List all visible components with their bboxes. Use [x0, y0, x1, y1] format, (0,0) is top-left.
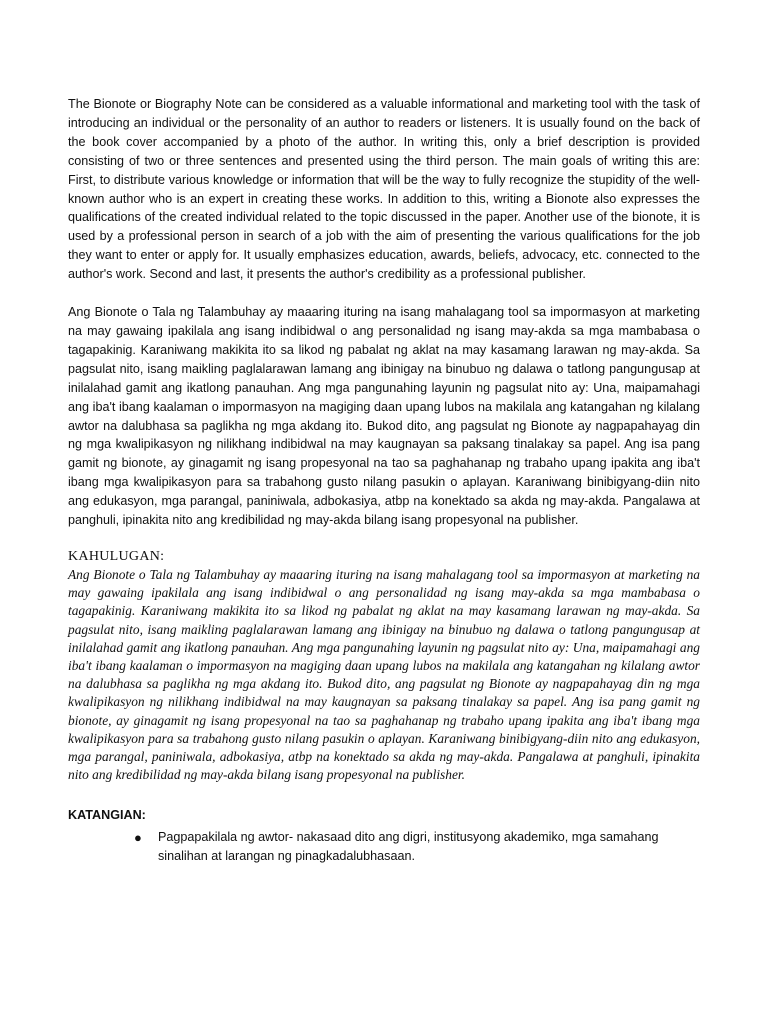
kahulugan-text: Ang Bionote o Tala ng Talambuhay ay maaaring ituring na isang mahalagang tool sa impormasyon at marketing na may gawaing ipakilala ang isang indibidwal o ang personalidad ng isang may-akda sa mga mambabasa o tagapakinig. Karaniwang makikita ito sa likod ng pabalat ng aklat na may kasamang larawan ng may-akda. Sa pagsulat nito, isang maikling paglalarawan lamang ang ibinigay na binubuo ng dalawa o tatlong pangungusap at inilalahad gamit ang ikatlong panauhan. Ang mga pangunahing layunin ng pagsulat nito ay: Una, maipamahagi ang iba't ibang kaalaman o impormasyon na magiging daan upang lubos na makilala ang katangahan ng kilalang awtor na dalubhasa sa paglikha ng mga akdang ito. Bukod dito, ang pagsulat ng Bionote ay nagpapahayag din ng mga kwalipikasyon ng nilikhang indibidwal na may kaugnayan sa paksang tinalakay sa papel. Ang isa pang gamit ng bionote, ay ginagamit ng isang propesyonal na tao sa paghahanap ng trabaho upang ipakita ang iba't ibang mga kwalipikasyon para sa trabahong gusto nilang pasukin o aplayan. Karaniwang binibigyang-diin nito ang edukasyon, mga parangal, paniniwala, adbokasiya, atbp na konektado sa akda ng may-akda. Pangalawa at panghuli, ipinakita nito ang kredibilidad ng may-akda bilang isang propesyonal na publisher. [68, 566, 700, 783]
paragraph-filipino: Ang Bionote o Tala ng Talambuhay ay maaaring ituring na isang mahalagang tool sa impormasyon at marketing na may gawaing ipakilala ang isang indibidwal o ang personalidad ng isang may-akda sa mga mambabasa o tagapakinig. Karaniwang makikita ito sa likod ng pabalat ng aklat na may kasamang larawan ng may-akda. Sa pagsulat nito, isang maikling paglalarawan lamang ang ibinigay na binubuo ng dalawa o tatlong pangungusap at inilalahad gamit ang ikatlong panauhan. Ang mga pangunahing layunin ng pagsulat nito ay: Una, maipamahagi ang iba't ibang kaalaman o impormasyon na magiging daan upang lubos na makilala ang katangahan ng kilalang awtor na dalubhasa sa paglikha ng mga akdang ito. Bukod dito, ang pagsulat ng Bionote ay nagpapahayag din ng mga kwalipikasyon ng nilikhang indibidwal na may kaugnayan sa paksang tinalakay sa papel. Ang isa pang gamit ng bionote, ay ginagamit ng isang propesyonal na tao sa paghahanap ng trabaho upang ipakita ang iba't ibang mga kwalipikasyon para sa trabahong gusto nilang pasukin o aplayan. Karaniwang binibigyang-diin nito ang edukasyon, mga parangal, paniniwala, adbokasiya, atbp na konektado sa akda ng may-akda. Pangalawa at panghuli, ipinakita nito ang kredibilidad ng may-akda bilang isang propesyonal na publisher. [68, 305, 700, 528]
bullet-icon: ● [134, 830, 142, 846]
document-page [68, 95, 700, 866]
list-item-text: Pagpapakilala ng awtor- nakasaad dito ang digri, institusyong akademiko, mga samahang sinalihan at larangan ng pinagkadalubhasaan. [158, 830, 659, 864]
kahulugan-heading: KAHULUGAN: [68, 548, 165, 564]
paragraph-english: The Bionote or Biography Note can be considered as a valuable informational and marketing tool with the task of introducing an individual or the personality of an author to readers or listeners. It is usually found on the back of the book cover accompanied by a photo of the author. In writing this, only a brief description is provided consisting of two or three sentences and presented using the third person. The main goals of writing this are: First, to distribute various knowledge or information that will be the way to fully recognize the stupidity of the well-known author who is an expert in creating these works. In addition to this, writing a Bionote also expresses the qualifications of the created individual related to the topic discussed in the paper. Another use of the bionote, it is used by a professional person in search of a job with the aim of presenting the various qualifications for the job they want to enter or apply for. It usually emphasizes education, awards, beliefs, advocacy, etc. connected to the author's work. Second and last, it presents the author's credibility as a professional publisher. [68, 97, 700, 282]
list-item [68, 828, 700, 866]
katangian-heading: KATANGIAN: [68, 808, 146, 823]
katangian-list [68, 828, 700, 866]
